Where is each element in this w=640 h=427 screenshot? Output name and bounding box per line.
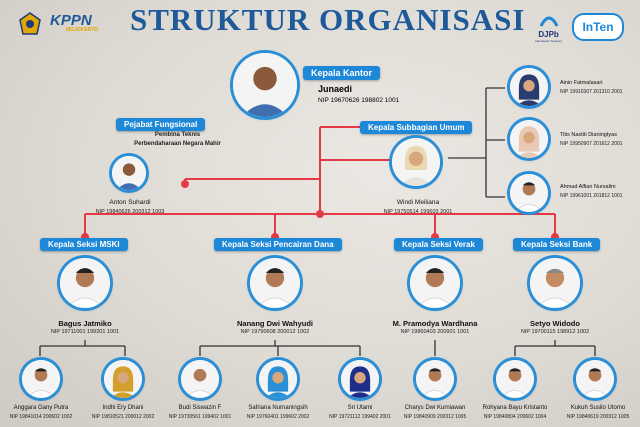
- subbagian-nip: NIP 19750514 199603 2001: [383, 209, 453, 215]
- seksi-bank-name: Setyo Widodo: [530, 319, 580, 328]
- kepala-kantor-nip: NIP 19670626 198802 1001: [318, 97, 400, 104]
- seksi-mski-nip: NIP 19711001 199201 1001: [50, 329, 120, 335]
- subbagian-name: Windi Meiliana: [396, 199, 440, 206]
- seksi-bank-role: Kepala Seksi Bank: [513, 238, 600, 251]
- intern-logo-text: InTen: [582, 20, 614, 34]
- seksi-pencairan-nip: NIP 19790608 200012 1002: [240, 329, 310, 335]
- kppn-logo-subtext: MOJOKERTO: [66, 27, 99, 33]
- seksi-pencairan-photo: [250, 258, 300, 308]
- subbagian-role: Kepala Subbagian Umum: [360, 121, 472, 134]
- kepala-kantor-role: Kepala Kantor: [303, 66, 380, 80]
- seksi-bank-photo: [530, 258, 580, 308]
- staff-umum-photo-2: [510, 120, 548, 158]
- staff-pencairan-photo-3: [341, 360, 379, 398]
- fungsional-nip: NIP 19840626 200312 1003: [95, 209, 165, 215]
- seksi-bank-nip: NIP 19700115 198912 1002: [520, 329, 590, 335]
- staff-pencairan-nip-2: NIP 19760401 199602 2002: [246, 414, 310, 420]
- staff-mski-name-1: Anggara Gany Putra: [13, 405, 69, 411]
- fungsional-title-line1: Pembina Teknis: [154, 132, 201, 138]
- staff-verak-nip-1: NIP 19840909 200312 1005: [403, 414, 467, 420]
- staff-pencairan-photo-2: [259, 360, 297, 398]
- staff-mski-photo-1: [22, 360, 60, 398]
- staff-umum-nip-3: NIP 19961001 201812 1001: [560, 193, 623, 199]
- staff-umum-nip-2: NIP 19950907 201612 2001: [560, 141, 623, 147]
- staff-bank-nip-1: NIP 19840804 200602 1004: [483, 414, 547, 420]
- fungsional-role: Pejabat Fungsional: [116, 118, 205, 131]
- seksi-verak-role: Kepala Seksi Verak: [394, 238, 483, 251]
- seksi-verak-photo: [410, 258, 460, 308]
- staff-mski-name-2: Indhi Ery Dhani: [102, 405, 144, 411]
- page-title: STRUKTUR ORGANISASI: [130, 2, 526, 37]
- kepala-kantor-name: Junaedi: [318, 84, 353, 94]
- fungsional-name: Anton Suhardi: [109, 199, 151, 206]
- djpb-logo-text: DJPb: [538, 30, 559, 39]
- staff-verak-name-1: Charys Dwi Kurniawan: [404, 405, 466, 411]
- staff-umum-name-2: Titis Nastiti Dianingtyas: [560, 132, 617, 138]
- staff-mski-nip-1: NIP 19841014 200602 1002: [9, 414, 73, 420]
- kppn-logo-text: KPPN: [50, 12, 92, 29]
- staff-pencairan-name-1: Budi Siswazin F: [178, 405, 222, 411]
- seksi-mski-photo: [60, 258, 110, 308]
- djpb-logo-subtext: Indonesian Treasury: [535, 39, 563, 43]
- staff-bank-nip-2: NIP 19840619 200312 1005: [566, 414, 630, 420]
- staff-pencairan-name-3: Sri Utami: [347, 405, 373, 411]
- seksi-pencairan-role: Kepala Seksi Pencairan Dana: [214, 238, 342, 251]
- staff-verak-photo-1: [416, 360, 454, 398]
- seksi-verak-name: M. Pramodya Wardhana: [392, 319, 478, 328]
- kppn-logo: [50, 12, 98, 33]
- fungsional-photo: [112, 156, 146, 190]
- staff-pencairan-nip-3: NIP 19721112 199402 2001: [329, 414, 391, 420]
- staff-pencairan-photo-1: [181, 360, 219, 398]
- fungsional-title-line2: Perbendaharaan Negara Mahir: [134, 141, 221, 147]
- seksi-mski-name: Bagus Jatmiko: [58, 319, 112, 328]
- staff-mski-photo-2: [104, 360, 142, 398]
- staff-bank-name-1: Rohyana Bayu Kristanto: [482, 405, 548, 411]
- djpb-logo: [535, 14, 562, 43]
- staff-umum-name-3: Ahmad Alfian Nursalim: [560, 184, 616, 190]
- staff-umum-photo-3: [510, 174, 548, 212]
- subbagian-photo: [392, 138, 440, 186]
- seksi-pencairan-name: Nanang Dwi Wahyudi: [237, 319, 313, 328]
- seksi-mski-role: Kepala Seksi MSKI: [40, 238, 128, 251]
- fungsional-title: [110, 131, 245, 149]
- staff-bank-name-2: Kukuh Susilo Utomo: [570, 405, 626, 411]
- staff-umum-name-1: Ainin Fatmalasari: [560, 80, 603, 86]
- staff-bank-photo-2: [576, 360, 614, 398]
- staff-pencairan-name-2: Safriana Nurnaningsih: [248, 405, 308, 411]
- intern-logo: [572, 13, 624, 41]
- staff-mski-nip-2: NIP 19810521 200012 2002: [91, 414, 155, 420]
- kepala-kantor-photo: [233, 53, 297, 117]
- seksi-verak-nip: NIP 19860403 200901 1001: [400, 329, 470, 335]
- djpb-logo-icon: [539, 14, 559, 28]
- kemenkeu-logo: [18, 12, 42, 36]
- staff-pencairan-nip-1: NIP 19730561 199402 1001: [168, 414, 232, 420]
- staff-umum-photo-1: [510, 68, 548, 106]
- staff-bank-photo-1: [496, 360, 534, 398]
- staff-umum-nip-1: NIP 19910307 201310 2001: [560, 89, 623, 95]
